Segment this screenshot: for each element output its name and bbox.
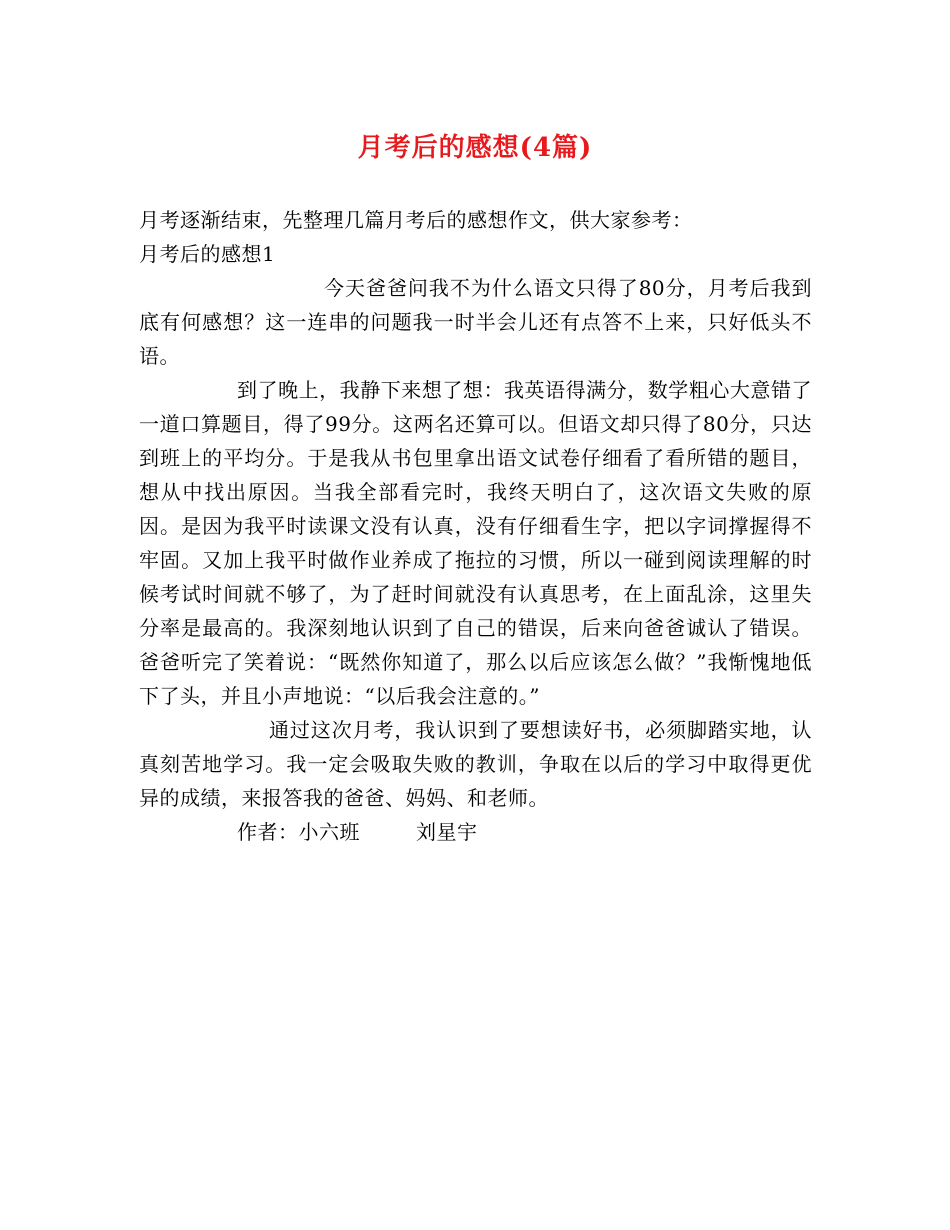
document-title: 月考后的感想(4篇): [357, 133, 593, 163]
intro-paragraph: 月考逐渐结束，先整理几篇月考后的感想作文，供大家参考：: [139, 208, 693, 232]
author-label: 作者：小六班: [237, 820, 360, 844]
paragraph-1: 今天爸爸问我不为什么语文只得了80分，月考后我到底有何感想？这一连串的问题我一时半会儿还有点答不上来，只好低头不语。: [139, 276, 812, 368]
author-name: 刘星宇: [416, 820, 478, 844]
document-body: [139, 203, 812, 849]
author-line: [139, 815, 812, 849]
paragraph-3: 通过这次月考，我认识到了要想读好书，必须脚踏实地，认真刻苦地学习。我一定会吸取失败的教训，争取在以后的学习中取得更优异的成绩，来报答我的爸爸、妈妈、和老师。: [139, 718, 812, 810]
section-heading: 月考后的感想1: [139, 242, 276, 266]
paragraph-2: 到了晚上，我静下来想了想：我英语得满分，数学粗心大意错了一道口算题目，得了99分。这两名还算可以。但语文却只得了80分，只达到班上的平均分。于是我从书包里拿出语文试卷仔细看了看所错的题目，想从中找出原因。当我全部看完时，我终天明白了，这次语文失败的原因。是因为我平时读课文没有认真，没有仔细看生字，把以字词撑握得不牢固。又加上我平时做作业养成了拖拉的习惯，所以一碰到阅读理解的时候考试时间就不够了，为了赶时间就没有认真思考，在上面乱涂，这里失分率是最高的。我深刻地认识到了自己的错误，后来向爸爸诚认了错误。爸爸听完了笑着说：“既然你知道了，那么以后应该怎么做？”我惭愧地低下了头，并且小声地说：“以后我会注意的。”: [139, 378, 812, 708]
